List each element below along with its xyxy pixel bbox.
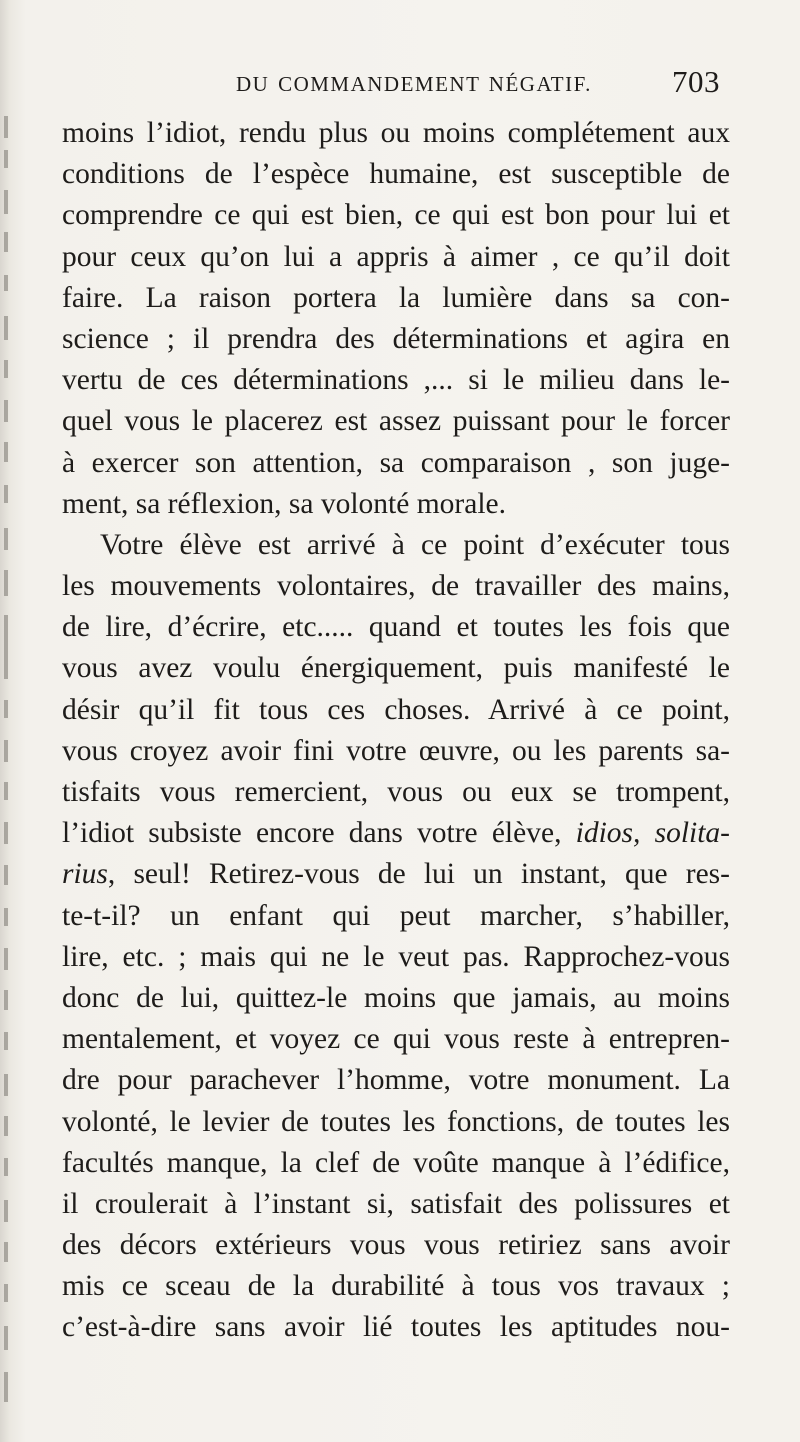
text-line: science ; il prendra des déterminations et agira en bbox=[62, 322, 730, 355]
text-line: tisfaits vous remercient, vous ou eux se trompent, bbox=[62, 776, 730, 808]
text-line: donc de lui, quittez-le moins que jamais, au moins bbox=[62, 981, 730, 1014]
text-line: te-t-il? un enfant qui peut marcher, s’habiller, bbox=[62, 899, 730, 932]
binding-gutter bbox=[4, 110, 24, 1410]
text-line-mixed bbox=[62, 813, 730, 854]
text-line: conditions de l’espèce humaine, est susceptible de bbox=[62, 158, 730, 191]
text-line: volonté, le levier de toutes les fonctions, de toutes les bbox=[62, 1105, 730, 1138]
text-line: dre pour parachever l’homme, votre monument. La bbox=[62, 1064, 730, 1097]
text-line: facultés manque, la clef de voûte manque à l’édifice, bbox=[62, 1146, 730, 1179]
text-line: pour ceux qu’on lui a appris à aimer , ce qu’il doit bbox=[62, 240, 730, 273]
text-line: c’est-à-dire sans avoir lié toutes les aptitudes nou- bbox=[62, 1311, 730, 1344]
running-title: DU COMMANDEMENT NÉGATIF. bbox=[236, 72, 592, 96]
text-line: les mouvements volontaires, de travailler des mains, bbox=[62, 570, 730, 603]
text-line: mentalement, et voyez ce qui vous reste à entrepren- bbox=[62, 1023, 730, 1056]
text-segment: l’idiot subsiste encore dans votre élève, bbox=[62, 817, 562, 850]
text-line: ment, sa réflexion, sa volonté morale. bbox=[62, 487, 506, 520]
text-line: à exercer son attention, sa comparaison , son juge- bbox=[62, 446, 730, 479]
page-header bbox=[236, 60, 720, 104]
text-line-mixed bbox=[62, 854, 730, 895]
body-text bbox=[62, 113, 730, 1349]
text-line: vertu de ces déterminations ,... si le milieu dans le- bbox=[62, 364, 730, 397]
text-line: de lire, d’écrire, etc..... quand et toutes les fois que bbox=[62, 611, 730, 644]
text-line: faire. La raison portera la lumière dans sa con- bbox=[62, 281, 730, 314]
text-line: mis ce sceau de la durabilité à tous vos travaux ; bbox=[62, 1270, 730, 1303]
text-segment: , seul! Retirez-vous de lui un instant, que res- bbox=[107, 858, 730, 891]
page-number: 703 bbox=[672, 64, 720, 99]
text-line: quel vous le placerez est assez puissant pour le forcer bbox=[62, 405, 730, 438]
text-line: des décors extérieurs vous vous retiriez sans avoir bbox=[62, 1229, 730, 1262]
text-line: lire, etc. ; mais qui ne le veut pas. Rapprochez-vous bbox=[62, 940, 730, 973]
text-line: désir qu’il fit tous ces choses. Arrivé à ce point, bbox=[62, 693, 730, 726]
text-line: il croulerait à l’instant si, satisfait des polissures et bbox=[62, 1187, 730, 1220]
italic-term: rius bbox=[62, 858, 108, 891]
text-line: vous croyez avoir fini votre œuvre, ou les parents sa- bbox=[62, 734, 730, 767]
text-line: vous avez voulu énergiquement, puis manifesté le bbox=[62, 652, 730, 685]
text-line: Votre élève est arrivé à ce point d’exécuter tous bbox=[100, 528, 730, 561]
italic-term: idios, solita- bbox=[575, 817, 730, 850]
text-line: moins l’idiot, rendu plus ou moins complétement aux bbox=[62, 117, 730, 149]
text-line: comprendre ce qui est bien, ce qui est bon pour lui et bbox=[62, 199, 730, 232]
